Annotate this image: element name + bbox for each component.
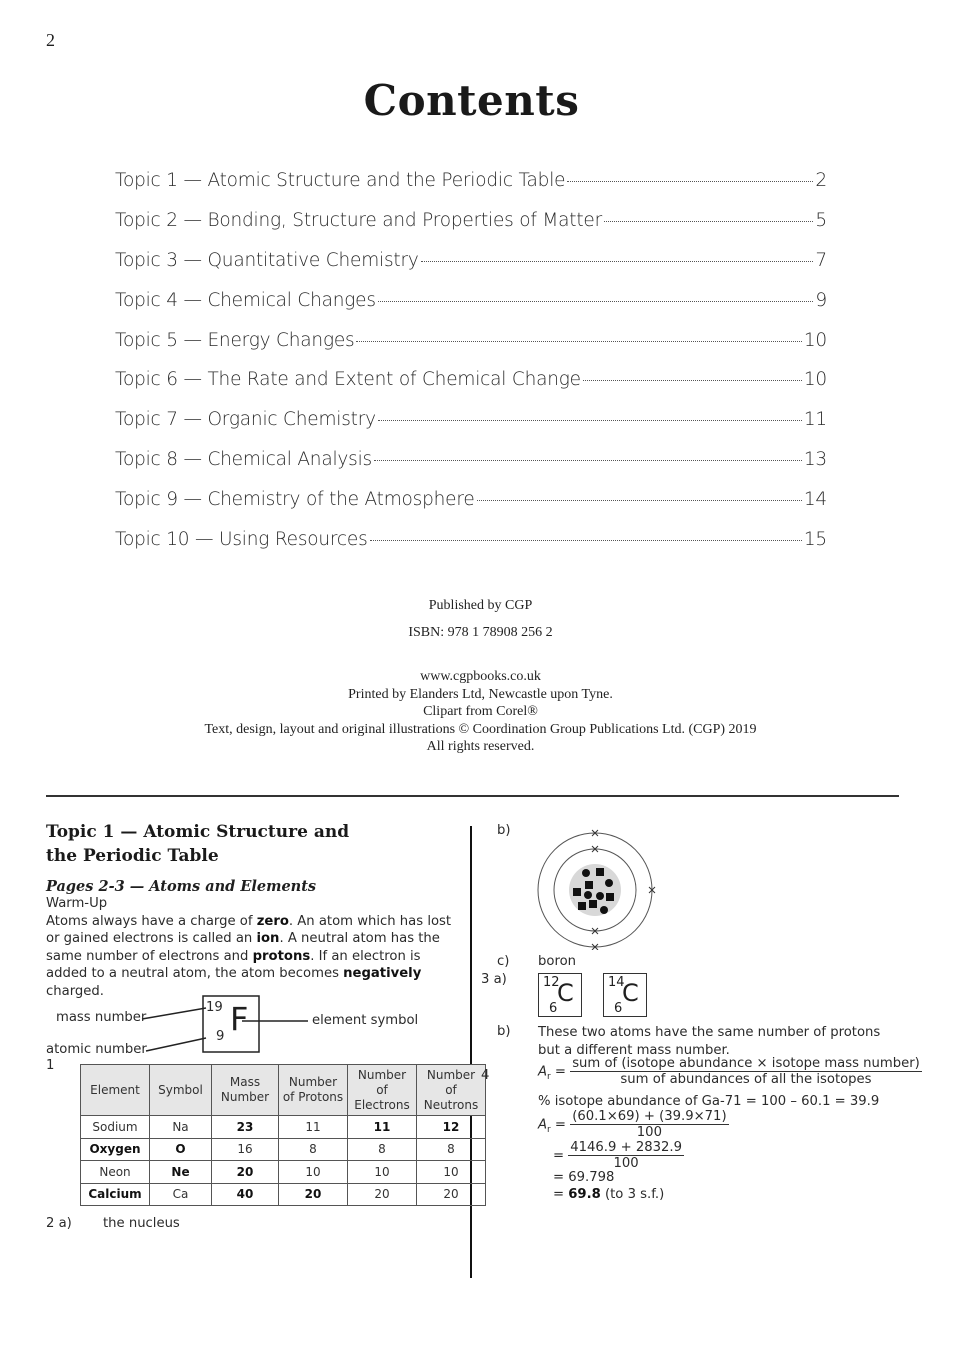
table-cell: Neon <box>81 1161 150 1184</box>
table-header-cell: Number of Neutrons <box>417 1065 486 1116</box>
table-cell: 10 <box>279 1161 348 1184</box>
warm-up-keyword: zero <box>256 913 289 929</box>
toc-entry-page: 10 <box>803 329 827 351</box>
atomic-number-label: atomic number <box>46 1042 147 1057</box>
toc-entry-page: 2 <box>815 170 827 191</box>
toc-entry[interactable] <box>115 250 827 290</box>
element-table-wrap <box>80 1064 486 1206</box>
table-cell: 16 <box>212 1138 279 1161</box>
isotope-2-mass: 14 <box>608 975 625 990</box>
warm-up-keyword: protons <box>252 948 311 964</box>
toc-entry-label: Topic 9 — Chemistry of the Atmosphere <box>115 489 475 511</box>
question-2c-label: c) <box>497 954 510 969</box>
toc-entry[interactable] <box>115 529 827 569</box>
q4-formula <box>538 1056 922 1087</box>
warm-up-text-segment: . A neutral atom has the same number of electrons and <box>46 931 440 964</box>
topic-heading <box>46 820 456 868</box>
printed-by: Printed by Elanders Ltd, Newcastle upon Tyne. <box>348 686 613 702</box>
table-cell: 11 <box>348 1116 417 1139</box>
table-of-contents <box>115 170 827 569</box>
table-header-cell: Element <box>81 1065 150 1116</box>
warm-up-keyword: ion <box>256 931 280 946</box>
q4-result2 <box>553 1186 664 1204</box>
isotope-box-1 <box>538 973 582 1017</box>
toc-entry-label: Topic 4 — Chemical Changes <box>115 289 376 311</box>
table-cell: 20 <box>212 1161 279 1184</box>
calc1-numerator: (60.1×69) + (39.9×71) <box>572 1109 727 1124</box>
formula-fraction <box>570 1056 922 1087</box>
warm-up-text-segment: . An atom which has lost or gained electrons is called an <box>46 913 452 946</box>
isotope-2-atomic: 6 <box>614 1001 623 1016</box>
toc-leader-dots <box>370 540 802 541</box>
table-row <box>81 1116 486 1139</box>
warm-up-keyword: negatively <box>343 966 422 981</box>
table-cell: 20 <box>348 1183 417 1206</box>
equals: = <box>553 1148 569 1164</box>
equals: = <box>550 1064 566 1080</box>
table-header-cell: Mass Number <box>212 1065 279 1116</box>
publisher-info <box>0 597 961 756</box>
table-header-cell: Symbol <box>150 1065 212 1116</box>
toc-entry-label: Topic 8 — Chemical Analysis <box>115 449 372 471</box>
warm-up-text <box>46 913 456 1001</box>
section-heading: Pages 2-3 — Atoms and Elements <box>46 878 317 895</box>
table-cell: 40 <box>212 1183 279 1206</box>
sig-fig-note: (to 3 s.f.) <box>600 1187 665 1202</box>
toc-entry[interactable] <box>115 290 827 330</box>
q4-calc1 <box>538 1109 729 1140</box>
toc-leader-dots <box>378 301 814 302</box>
table-cell: 11 <box>279 1116 348 1139</box>
toc-leader-dots <box>378 420 802 421</box>
rights: All rights reserved. <box>426 739 535 754</box>
q4-line2: % isotope abundance of Ga-71 = 100 – 60.1 = 39.9 <box>538 1094 880 1109</box>
isbn: ISBN: 978 1 78908 256 2 <box>408 624 553 640</box>
ar-symbol: A <box>538 1064 548 1080</box>
copyright: Text, design, layout and original illustrations © Coordination Group Publications Ltd. (CGP) 2019 <box>204 721 757 737</box>
mass-number-label: mass number <box>56 1010 147 1025</box>
table-cell: Sodium <box>81 1116 150 1139</box>
toc-leader-dots <box>567 181 813 182</box>
isotope-box-2 <box>603 973 647 1017</box>
ar-subscript: r <box>547 1072 551 1083</box>
table-cell: 20 <box>417 1183 486 1206</box>
toc-leader-dots <box>374 460 802 461</box>
question-2b-label: b) <box>497 823 511 838</box>
table-cell: 8 <box>417 1138 486 1161</box>
toc-entry-label: Topic 10 — Using Resources <box>115 529 368 551</box>
final-answer: 69.8 <box>568 1187 601 1202</box>
table-row <box>81 1138 486 1161</box>
calc2-denominator: 100 <box>613 1156 639 1171</box>
question-3b-answer: These two atoms have the same number of protons but a different mass number. <box>538 1025 881 1058</box>
website-link[interactable]: www.cgpbooks.co.uk <box>420 669 541 684</box>
calc2-numerator: 4146.9 + 2832.9 <box>570 1140 682 1155</box>
toc-entry-page: 13 <box>803 449 827 471</box>
table-cell: 23 <box>212 1116 279 1139</box>
toc-entry-page: 7 <box>815 249 827 271</box>
table-cell: 10 <box>348 1161 417 1184</box>
table-row <box>81 1161 486 1184</box>
table-cell: 10 <box>417 1161 486 1184</box>
isotope-1-atomic: 6 <box>549 1001 558 1016</box>
table-cell: Ca <box>150 1183 212 1206</box>
warm-up-text-segment: . If an electron is added to a neutral atom, the atom becomes <box>46 948 421 981</box>
table-header-cell: Number of Electrons <box>348 1065 417 1116</box>
page-title: Contents <box>363 76 580 125</box>
warm-up-label: Warm-Up <box>46 896 108 911</box>
toc-leader-dots <box>356 341 801 342</box>
isotope-1-symbol: C <box>557 979 574 1007</box>
equals: = <box>553 1187 569 1202</box>
toc-entry-label: Topic 2 — Bonding, Structure and Properties of Matter <box>115 209 602 231</box>
toc-leader-dots <box>477 500 802 501</box>
question-2a-answer: the nucleus <box>103 1216 180 1231</box>
toc-entry[interactable] <box>115 170 827 210</box>
ar-symbol: A <box>538 1117 548 1133</box>
toc-entry-label: Topic 5 — Energy Changes <box>115 329 355 351</box>
toc-entry[interactable] <box>115 330 827 370</box>
formula-denominator: sum of abundances of all the isotopes <box>620 1072 872 1087</box>
toc-leader-dots <box>421 261 814 262</box>
table-cell: Ne <box>150 1161 212 1184</box>
section-divider <box>46 795 899 797</box>
calc2-fraction <box>568 1140 684 1171</box>
toc-leader-dots <box>583 380 802 381</box>
toc-leader-dots <box>604 221 813 222</box>
clipart-credit: Clipart from Corel® <box>423 704 538 719</box>
question-3b-label: b) <box>497 1024 511 1039</box>
table-cell: O <box>150 1138 212 1161</box>
element-diagram <box>46 995 476 1060</box>
element-table <box>80 1064 486 1206</box>
ar-subscript: r <box>547 1125 551 1136</box>
toc-entry-label: Topic 3 — Quantitative Chemistry <box>115 249 419 271</box>
toc-entry-label: Topic 6 — The Rate and Extent of Chemical Change <box>115 369 581 391</box>
toc-entry[interactable] <box>115 369 827 409</box>
formula-numerator: sum of (isotope abundance × isotope mass number) <box>572 1056 920 1071</box>
toc-entry[interactable] <box>115 489 827 529</box>
toc-entry[interactable] <box>115 449 827 489</box>
q4-calc2 <box>553 1140 684 1171</box>
table-header-cell: Number of Protons <box>279 1065 348 1116</box>
atomic-number-value: 9 <box>216 1029 225 1044</box>
toc-entry[interactable] <box>115 409 827 449</box>
question-2a-number: 2 a) <box>46 1216 72 1231</box>
toc-entry-page: 14 <box>803 489 827 511</box>
toc-entry-label: Topic 7 — Organic Chemistry <box>115 409 376 431</box>
table-row <box>81 1183 486 1206</box>
element-symbol-value: F <box>230 1000 249 1038</box>
table-cell: Calcium <box>81 1183 150 1206</box>
published-by: Published by CGP <box>428 598 533 613</box>
isotope-2-symbol: C <box>622 979 639 1007</box>
toc-entry-page: 9 <box>815 289 827 311</box>
table-cell: Oxygen <box>81 1138 150 1161</box>
table-header-row <box>81 1065 486 1116</box>
toc-entry[interactable] <box>115 210 827 250</box>
question-3a-number: 3 a) <box>481 972 507 987</box>
toc-entry-page: 15 <box>803 529 827 551</box>
question-2c-answer: boron <box>538 954 576 969</box>
element-symbol-label: element symbol <box>312 1013 419 1028</box>
table-cell: Na <box>150 1116 212 1139</box>
topic-heading-line2: the Periodic Table <box>46 846 219 866</box>
answers-left-column <box>46 820 456 1000</box>
toc-entry-label: Topic 1 — Atomic Structure and the Periodic Table <box>115 170 566 191</box>
mass-number-value: 19 <box>206 1000 223 1015</box>
toc-entry-page: 10 <box>803 369 827 391</box>
question-4-number: 4 <box>481 1068 490 1083</box>
calc1-denominator: 100 <box>636 1125 662 1140</box>
table-cell: 8 <box>348 1138 417 1161</box>
toc-entry-page: 11 <box>803 409 827 431</box>
toc-entry-page: 5 <box>815 209 827 231</box>
page-number: 2 <box>46 30 55 50</box>
table-cell: 8 <box>279 1138 348 1161</box>
question-1-number: 1 <box>46 1058 55 1073</box>
warm-up-text-segment: Atoms always have a charge of <box>46 913 257 929</box>
isotope-1-mass: 12 <box>543 975 560 990</box>
table-cell: 12 <box>417 1116 486 1139</box>
calc1-fraction <box>570 1109 728 1140</box>
table-cell: 20 <box>279 1183 348 1206</box>
equals: = <box>550 1117 566 1133</box>
atom-diagram <box>530 825 660 950</box>
q4-result1: = 69.798 <box>553 1170 615 1185</box>
warm-up-text-segment: charged. <box>46 983 104 999</box>
topic-heading-line1: Topic 1 — Atomic Structure and <box>46 822 350 842</box>
